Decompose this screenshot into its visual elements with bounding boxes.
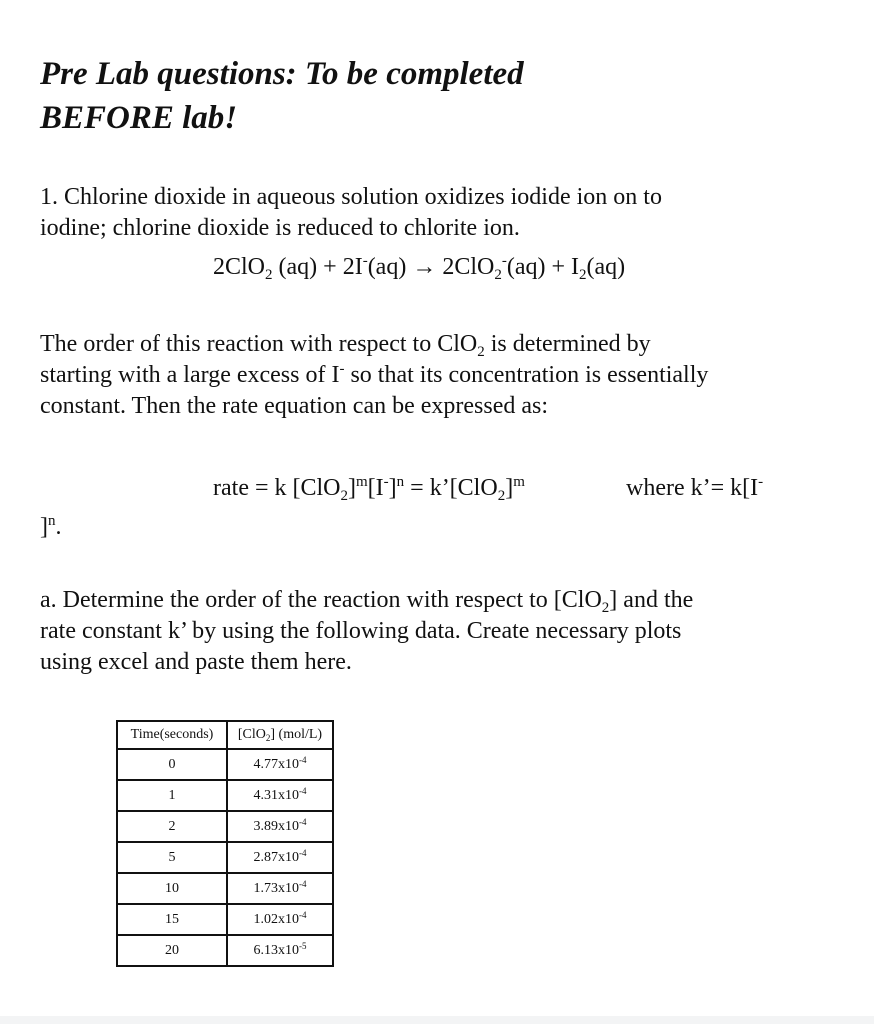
table-row <box>117 904 333 935</box>
page-title <box>40 52 740 140</box>
time-cell: 15 <box>117 904 227 935</box>
rate-equation-where: where k’= k[I- <box>626 474 764 501</box>
time-cell: 10 <box>117 873 227 904</box>
concentration-cell: $6.13x10^{-5}$ <box>227 935 333 966</box>
reaction-equation: 2ClO$_2$ $(aq) + 2I^-(aq) \to 2ClO_2^-(aq) + I_2(aq)$ <box>213 253 626 283</box>
header-concentration: [ClO$_2$] (mol/L) <box>227 721 333 749</box>
header-time: Time(seconds) <box>117 721 227 749</box>
title-line-1: Pre Lab questions: To be completed <box>40 56 524 92</box>
table-row <box>117 935 333 966</box>
table-row <box>117 780 333 811</box>
part-a-text <box>40 585 840 678</box>
rate-equation-wrap: ]$^n$. <box>40 513 62 540</box>
table-row <box>117 873 333 904</box>
data-table <box>116 720 334 967</box>
order-line-2: starting with a large excess of I- so that its concentration is essentially <box>40 361 709 388</box>
concentration-cell: $3.89x10^{-4}$ <box>227 811 333 842</box>
title-line-2: BEFORE lab! <box>40 100 238 136</box>
time-cell: 5 <box>117 842 227 873</box>
part-a-line-3: using excel and paste them here. <box>40 649 352 675</box>
concentration-cell: $2.87x10^{-4}$ <box>227 842 333 873</box>
time-cell: 0 <box>117 749 227 780</box>
time-cell: 1 <box>117 780 227 811</box>
concentration-cell: $4.77x10^{-4}$ <box>227 749 333 780</box>
concentration-cell: $1.73x10^{-4}$ <box>227 873 333 904</box>
order-paragraph <box>40 329 840 422</box>
time-cell: 20 <box>117 935 227 966</box>
table-row <box>117 749 333 780</box>
time-cell: 2 <box>117 811 227 842</box>
table-row <box>117 842 333 873</box>
order-line-3: constant. Then the rate equation can be expressed as: <box>40 393 549 419</box>
rate-equation: rate = k $[ClO_2]^m[I^-]^n$ = $k’[ClO_2]^m$ <box>213 474 525 504</box>
bottom-edge <box>0 1016 874 1024</box>
part-a-line-1: a. Determine the order of the reaction with respect to [ClO$_2$] and the <box>40 587 694 616</box>
concentration-cell: $1.02x10^{-4}$ <box>227 904 333 935</box>
part-a-line-2: rate constant k’ by using the following data. Create necessary plots <box>40 618 682 644</box>
question-1-line-1: 1. Chlorine dioxide in aqueous solution oxidizes iodide ion on to <box>40 184 662 210</box>
table-row <box>117 811 333 842</box>
question-1-text <box>40 182 840 244</box>
table-header-row <box>117 721 333 749</box>
question-1-line-2: iodine; chlorine dioxide is reduced to chlorite ion. <box>40 215 520 241</box>
order-line-1: The order of this reaction with respect to ClO$_2$ is determined by <box>40 331 651 360</box>
concentration-cell: $4.31x10^{-4}$ <box>227 780 333 811</box>
